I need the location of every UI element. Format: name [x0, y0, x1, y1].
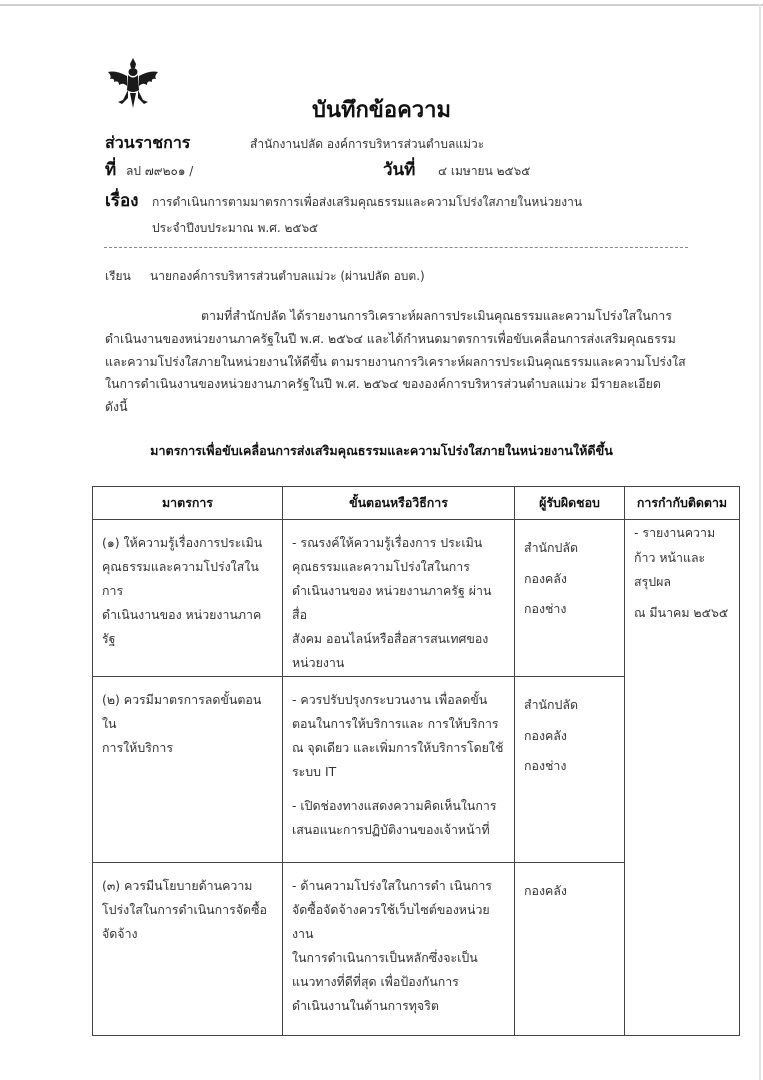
cell-line: สำนักปลัด [524, 697, 578, 712]
responsible-cell [515, 863, 625, 1036]
cell-line: (๑) ให้ความรู้เรื่องการประเมิน [102, 535, 263, 550]
cell-line: สรุปผล [634, 574, 671, 589]
cell-line: กองช่าง [524, 758, 567, 773]
measure-cell [93, 520, 283, 677]
responsible-cell [515, 520, 625, 677]
cell-line: - ควรปรับปรุงกระบวนงาน เพื่อลดขั้น [292, 692, 488, 707]
cell-line: แนวทางที่ดีที่สุด เพื่อป้องกันการ [292, 974, 459, 989]
body-line: ตามที่สำนักปลัด ได้รายงานการวิเคราะห์ผลการประเมินคุณธรรมและความโปร่งใสในการ [201, 308, 672, 323]
method-cell [283, 520, 515, 677]
agency-label: ส่วนราชการ [105, 133, 191, 152]
cell-line: ดำเนินงานของ หน่วยงานภาครัฐ [102, 607, 262, 646]
cell-line: โปร่งใสในการดำเนินการจัดซื้อ [102, 902, 267, 917]
cell-line: การให้บริการ [102, 740, 173, 755]
cell-line: สำนักปลัด [524, 540, 578, 555]
cell-line: สังคม ออนไลน์หรือสื่อสารสนเทศของ [292, 631, 489, 646]
cell-line: กองคลัง [524, 727, 567, 743]
cell-line: กองคลัง [524, 570, 567, 586]
subject-line-2: ประจำปีงบประมาณ พ.ศ. ๒๕๖๕ [152, 221, 319, 235]
table-row [93, 520, 740, 677]
to-label: เรียน [105, 269, 131, 283]
ref-value: ลป ๗๙๒๐๑ / [126, 164, 194, 178]
ref-label: ที่ [105, 160, 117, 180]
header-responsible: ผู้รับผิดชอบ [515, 487, 625, 520]
cell-line: ดำเนินงานของ หน่วยงานภาครัฐ ผ่านสื่อ [292, 583, 492, 622]
method-cell [283, 677, 515, 863]
body-paragraph [105, 305, 705, 419]
header-measure: มาตรการ [93, 487, 283, 520]
cell-line: ระบบ IT [292, 764, 337, 779]
cell-line: คุณธรรมและความโปร่งใสในการ [292, 559, 470, 574]
body-line: ดังนี้ [105, 399, 128, 415]
cell-line: - รายงานความ [634, 525, 716, 540]
cell-line: หน่วยงาน [292, 655, 345, 670]
subject-line-1: การดำเนินการตามมาตรการเพื่อส่งเสริมคุณธรรมและความโปร่งใสภายในหน่วยงาน [152, 195, 583, 209]
measure-cell [93, 863, 283, 1036]
measures-table [92, 486, 740, 1036]
cell-line: ก้าว หน้าและ [634, 549, 706, 565]
header-divider [104, 247, 688, 248]
cell-line: - ด้านความโปร่งใสในการดำ เนินการ [292, 878, 492, 893]
cell-line: ดำเนินงานในด้านการทุจริต [292, 998, 439, 1013]
header-follow-up: การกำกับติดตาม [625, 487, 740, 520]
to-value: นายกองค์การบริหารส่วนตำบลแม่วะ (ผ่านปลัด อบต.) [150, 269, 425, 283]
cell-line: จัดซื้อจัดจ้างควรใช้เว็บไซต์ของหน่วยงาน [292, 902, 490, 941]
cell-line: - เปิดช่องทางแสดงความคิดเห็นในการ [292, 798, 497, 813]
body-line: ในการดำเนินงานของหน่วยงานภาครัฐในปี พ.ศ. ๒๕๖๔ ขององค์การบริหารส่วนตำบลแม่วะ มีรายละเอียด [105, 376, 661, 392]
measure-cell [93, 677, 283, 863]
page-top-edge [0, 4, 763, 6]
cell-line: - รณรงค์ให้ความรู้เรื่องการ ประเมิน [292, 535, 483, 550]
cell-line: ณ มีนาคม ๒๕๖๕ [634, 604, 729, 620]
cell-line: จัดจ้าง [102, 926, 138, 941]
table-heading: มาตรการเพื่อขับเคลื่อนการส่งเสริมคุณธรรมและความโปร่งใสภายในหน่วยงานให้ดีขึ้น [150, 443, 613, 458]
cell-line: ตอนในการให้บริการและ การให้บริการ [292, 716, 499, 731]
cell-line: กองช่าง [524, 601, 567, 616]
document-title: บันทึกข้อความ [311, 98, 451, 123]
header-method: ขั้นตอนหรือวิธีการ [283, 487, 515, 520]
cell-line: (๒) ควรมีมาตรการลดขั้นตอนใน [102, 692, 262, 731]
cell-line: (๓) ควรมีนโยบายด้านความ [102, 878, 253, 893]
responsible-cell [515, 677, 625, 863]
follow-up-cell [625, 520, 740, 1036]
table-header-row [93, 487, 740, 520]
cell-line: คุณธรรมและความโปร่งใสในการ [102, 559, 259, 598]
method-cell [283, 863, 515, 1036]
cell-line: ณ จุดเดียว และเพิ่มการให้บริการโดยใช้ [292, 740, 504, 755]
body-line: ดำเนินงานของหน่วยงานภาครัฐในปี พ.ศ. ๒๕๖๔ และได้กำหนดมาตรการเพื่อขับเคลื่อนการส่งเสริมคุณธรรม [105, 330, 676, 346]
agency-value: สำนักงานปลัด องค์การบริหารส่วนตำบลแม่วะ [250, 137, 485, 151]
page-right-edge [759, 4, 761, 1080]
cell-line: เสนอแนะการปฏิบัติงานของเจ้าหน้าที่ [292, 822, 490, 837]
date-label: วันที่ [383, 160, 416, 180]
cell-line: กองคลัง [524, 883, 567, 898]
body-line: และความโปร่งใสภายในหน่วยงานให้ดีขึ้น ตามรายงานการวิเคราะห์ผลการประเมินคุณธรรมและความโปร่งใส [105, 353, 686, 369]
date-value: ๔ เมษายน ๒๕๖๕ [438, 164, 531, 178]
cell-line: ในการดำเนินการเป็นหลักซึ่งจะเป็น [292, 950, 478, 965]
subject-label: เรื่อง [105, 191, 139, 211]
